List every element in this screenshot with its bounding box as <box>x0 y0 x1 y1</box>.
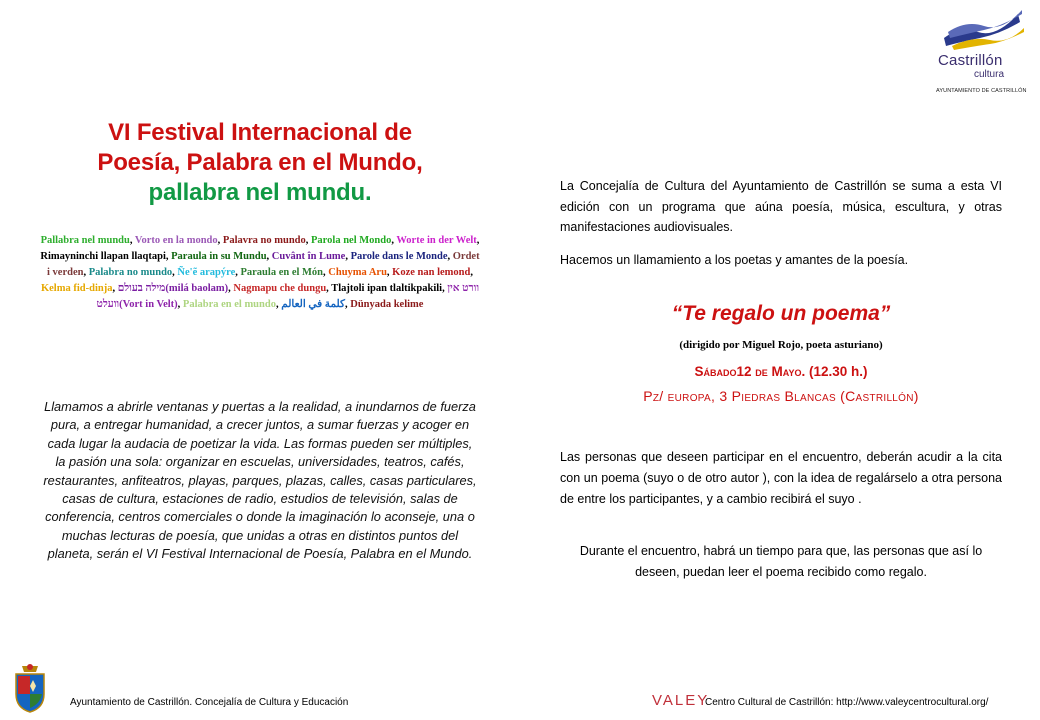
translation-phrase: וורט אין וועלט(Vort in Velt) <box>96 283 480 310</box>
event-place: Pz/ europa, 3 Piedras Blancas (Castrillón) <box>643 388 919 404</box>
translation-separator: , <box>476 235 480 246</box>
translation-separator: , <box>83 267 89 278</box>
translation-phrase: Palabra no mundo <box>88 267 173 278</box>
call-paragraph: Llamamos a abrirle ventanas y puertas a la realidad, a inundarnos de fuerza pura, a entregar humanidad, a crecer juntos, a sumar fuerzas y acoger en cada lugar la audacia de poetizar la vida. Las formas pueden ser múltiples, la pasión una sola: organizar en escuelas, universidades, teatros, cafés, restaurantes, anfiteatros, playas, parques, plazas, calles, casas particulares, casas de cultura, estaciones de radio, estudios de televisión, salas de conferencia, centros comerciales o donde la imaginación lo aconseje, una o muchas lecturas de poesía, que unidas a otras en distintos puntos del planeta, serán el VI Festival Internacional de Poesía, Palabra en el Mundo. <box>43 399 477 562</box>
translation-phrase: Tlajtoli ipan tlaltikpakili <box>331 283 443 294</box>
event-date-time: . (12.30 h.) <box>801 364 868 379</box>
translation-separator: , <box>470 267 473 278</box>
castrillon-cultura-logo <box>930 8 1040 96</box>
participation-paragraph: Las personas que deseen participar en el encuentro, deberán acudir a la cita con un poema (suyo o de otro autor ), con la idea de regalárselo a otra persona de entre los participantes, y a cambio recibirá el suyo . <box>560 450 1002 506</box>
translation-phrase: Paraula en el Món <box>240 267 324 278</box>
intro-paragraph: La Concejalía de Cultura del Ayuntamiento de Castrillón se suma a esta VI edición con un programa que aúna poesía, música, escultura, y otras manifestaciones audiovisuales. <box>560 179 1002 234</box>
flag-waves-icon <box>938 8 1028 52</box>
footer-ayuntamiento: Ayuntamiento de Castrillón. Concejalía de Cultura y Educación <box>70 697 349 708</box>
translation-phrase: Ordet i verden <box>47 251 480 278</box>
invite-paragraph: Hacemos un llamamiento a los poetas y amantes de la poesía. <box>560 253 909 267</box>
translation-phrase: Palavra no mundo <box>222 235 306 246</box>
translation-separator: , <box>345 251 351 262</box>
translation-phrase: Dünyada kelime <box>350 299 424 310</box>
translation-phrase: Pallabra nel mundu <box>40 235 130 246</box>
translation-phrase: Rimayninchi llapan llaqtapi <box>40 251 166 262</box>
translation-phrase: Koze nan lemond <box>392 267 471 278</box>
translation-separator: , <box>165 251 172 262</box>
translation-phrase: Vorto en la mondo <box>134 235 218 246</box>
event-date-month: Mayo <box>771 364 802 379</box>
translation-separator: , <box>266 251 272 262</box>
translation-separator: , <box>391 235 397 246</box>
title-line-3: pallabra nel mundu. <box>148 179 372 206</box>
translation-separator: , <box>447 251 453 262</box>
translation-separator: , <box>442 283 448 294</box>
translation-phrase: Ñe'ẽ arapýre <box>177 267 236 278</box>
translation-phrase: Kelma fid-dinja <box>40 283 113 294</box>
event-date-de: de <box>755 364 772 379</box>
translation-phrase: Parola nel Mondo <box>311 235 392 246</box>
translation-separator: , <box>275 299 282 310</box>
footer-centro-cultural: Centro Cultural de Castrillón: http://www.valeycentrocultural.org/ <box>705 697 989 708</box>
logo-sub: cultura <box>974 69 1005 80</box>
event-date-num: 12 <box>736 364 756 379</box>
translation-phrase: Parole dans le Monde <box>350 251 448 262</box>
translation-separator: , <box>112 283 118 294</box>
translation-separator: , <box>217 235 223 246</box>
translation-separator: , <box>228 283 234 294</box>
translation-separator: , <box>129 235 135 246</box>
translation-phrase: Cuvânt în Lume <box>271 251 346 262</box>
translation-separator: , <box>386 267 393 278</box>
translation-separator: , <box>172 267 178 278</box>
translation-separator: , <box>326 283 332 294</box>
event-title: “Te regalo un poema” <box>671 302 891 325</box>
event-directed-by: (dirigido por Miguel Rojo, poeta asturiano) <box>679 339 883 351</box>
translation-phrase: Worte in der Welt <box>396 235 477 246</box>
logo-brand: Castrillón <box>938 52 1003 69</box>
festival-title <box>40 118 480 208</box>
translation-phrase: Chuyma Aru <box>328 267 387 278</box>
translation-separator: , <box>177 299 183 310</box>
translation-separator: , <box>305 235 312 246</box>
translation-separator: , <box>323 267 329 278</box>
translation-phrase: מילה בעולם(milá baolam) <box>117 283 229 294</box>
translation-phrase: Paraula in su Mundu <box>171 251 267 262</box>
coat-of-arms-icon <box>12 662 48 714</box>
translation-separator: , <box>344 299 351 310</box>
logo-ayuntamiento: AYUNTAMIENTO DE CASTRILLÓN <box>936 88 1027 94</box>
multilingual-translations <box>40 233 480 313</box>
translation-phrase: كلمة في العالم <box>281 299 345 310</box>
title-line-2: Poesía, Palabra en el Mundo, <box>97 149 423 176</box>
event-date <box>560 364 1002 379</box>
translation-phrase: Nagmapu che dungu <box>233 283 327 294</box>
during-paragraph: Durante el encuentro, habrá un tiempo para que, las personas que así lo deseen, puedan leer el poema recibido como regalo. <box>579 544 983 579</box>
event-date-day: Sábado <box>694 364 737 379</box>
translation-phrase: Palabra en el mundo <box>182 299 276 310</box>
translation-separator: , <box>235 267 241 278</box>
valey-logo: VALEY <box>652 692 710 709</box>
title-line-1: VI Festival Internacional de <box>108 119 412 146</box>
